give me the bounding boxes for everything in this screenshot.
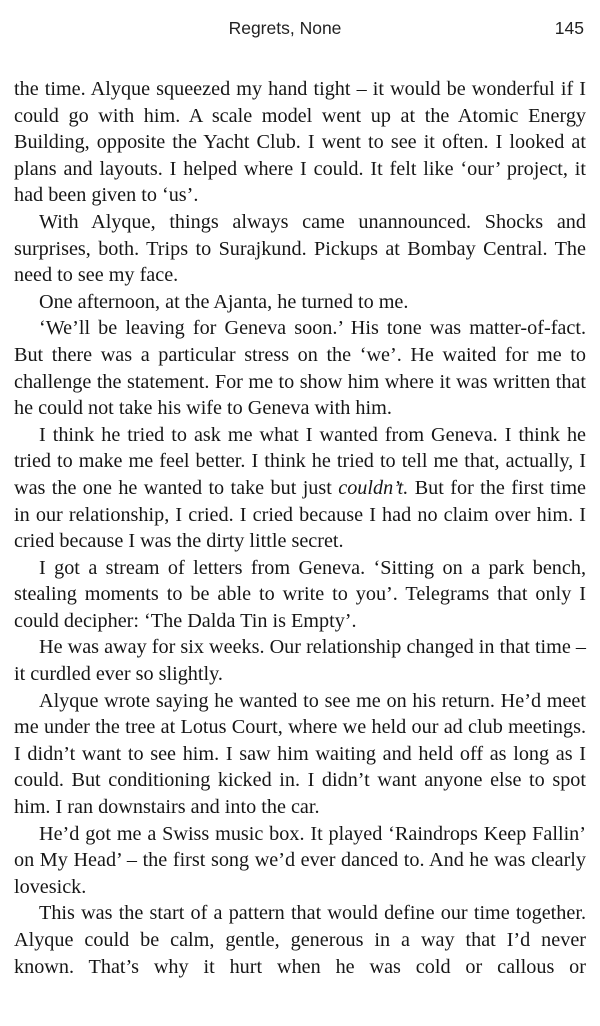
page-number: 145 [554, 18, 584, 38]
running-head [0, 18, 600, 44]
text-run: He was away for six weeks. Our relationship changed in that time – it curdled ever so slightly. [14, 636, 586, 686]
text-run: Alyque wrote saying he wanted to see me on his return. He’d meet me under the tree at Lotus Court, where we held our ad club meetings. I didn’t want to see him. I saw him waiting and held off as long as I could. But conditioning kicked in. I didn’t want anyone else to spot him. I ran downstairs and into the car. [14, 689, 586, 819]
paragraph [14, 289, 586, 316]
paragraph [14, 688, 586, 821]
text-run: With Alyque, things always came unannounced. Shocks and surprises, both. Trips to Surajkund. Pickups at Bombay Central. The need to see my face. [14, 210, 586, 287]
paragraph [14, 422, 586, 555]
paragraph [14, 209, 586, 289]
running-title: Regrets, None [228, 18, 342, 38]
text-run: the time. Alyque squeezed my hand tight – it would be wonderful if I could go with him. A scale model went up at the Atomic Energy Building, opposite the Yacht Club. I went to see it often. I looked at plans and layouts. I helped where I could. It felt like ‘our’ project, it had been given to ‘us’. [14, 78, 586, 207]
text-run: He’d got me a Swiss music box. It played ‘Raindrops Keep Fallin’ on My Head’ – the first song we’d ever danced to. And he was clearly lovesick. [14, 822, 586, 898]
text-run: One afternoon, at the Ajanta, he turned to me. [39, 290, 409, 313]
paragraph [14, 76, 586, 209]
body-text [14, 76, 586, 980]
italic-text-run: couldn’t. [338, 476, 409, 499]
paragraph [14, 821, 586, 901]
paragraph [14, 315, 586, 421]
text-run: But for the first time in our relationship, I cried. I cried because I had no claim over him. I cried because I was the dirty little secret. [14, 476, 586, 553]
paragraph [14, 900, 586, 980]
paragraph [14, 634, 586, 687]
text-run: This was the start of a pattern that would define our time together. Alyque could be calm, gentle, generous in a way that I’d never known. That’s why it hurt when he was cold or callous or [14, 902, 586, 978]
text-run: I got a stream of letters from Geneva. ‘Sitting on a park bench, stealing moments to be able to write to you’. Telegrams that only I could decipher: ‘The Dalda Tin is Empty’. [14, 556, 586, 632]
paragraph [14, 555, 586, 635]
text-run: ‘We’ll be leaving for Geneva soon.’ His tone was matter-of-fact. But there was a particular stress on the ‘we’. He waited for me to challenge the statement. For me to show him where it was written that he could not take his wife to Geneva with him. [14, 317, 586, 420]
text-run: I think he tried to ask me what I wanted from Geneva. I think he tried to make me feel better. I think he tried to tell me that, actually, I was the one he wanted to take but just [14, 423, 586, 499]
